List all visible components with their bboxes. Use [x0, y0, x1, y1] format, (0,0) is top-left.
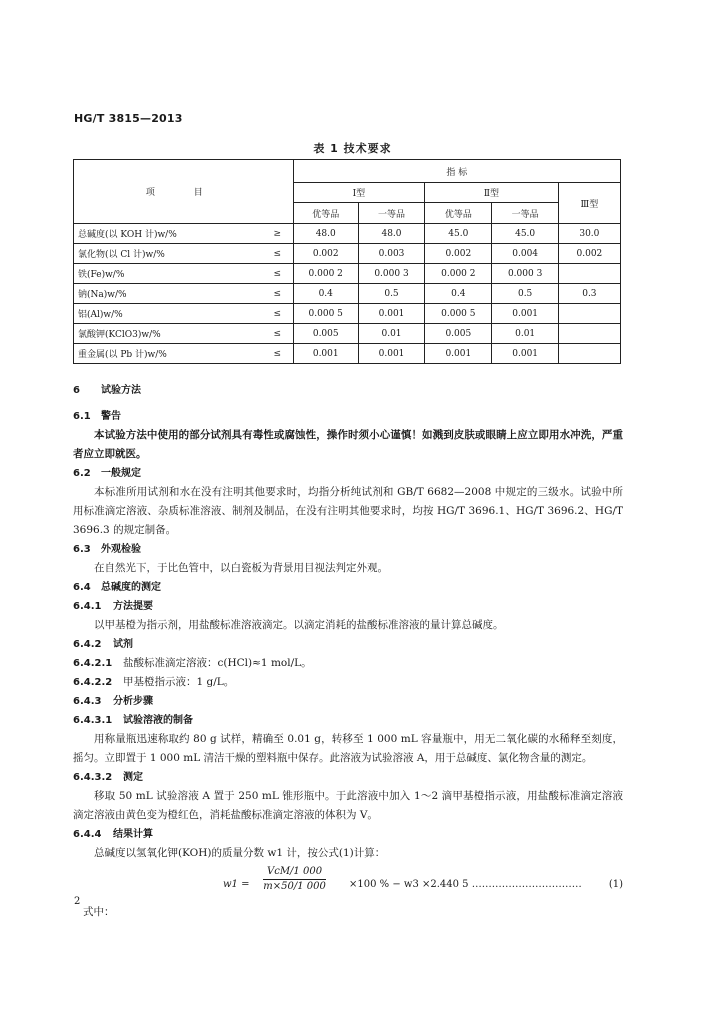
section-title: 分析步骤 [113, 696, 153, 707]
warning-paragraph: 本试验方法中使用的部分试剂具有毒性或腐蚀性，操作时须小心谨慎！如溅到皮肤或眼睛上应立即用水冲洗，严重者应立即就医。 [73, 429, 623, 460]
cell-value: 48.0 [293, 224, 358, 244]
where-label: 式中： [83, 906, 115, 918]
section-number: 6.4.2.1 [73, 658, 113, 669]
formula-1 [73, 865, 623, 899]
section-title: 警告 [101, 411, 121, 422]
section-title: 测定 [123, 772, 143, 783]
cell-value: 0.000 2 [425, 264, 492, 284]
paragraph: 用称量瓶迅速称取约 80 g 试样，精确至 0.01 g，转移至 1 000 mL 容量瓶中，用无二氧化碳的水稀释至刻度，摇匀。立即置于 1 000 mL 清洁干燥的塑料瓶中保存。此溶液为试验溶液 A，用于总碱度、氯化物含量的测定。 [73, 733, 623, 764]
cell-value [558, 344, 620, 364]
section-title: 总碱度的测定 [101, 582, 161, 593]
cell-value: 0.001 [358, 304, 424, 324]
row-item: 铁(Fe)w/% [74, 264, 263, 284]
reagent-item [73, 673, 623, 692]
cell-value: 0.3 [558, 284, 620, 304]
section-heading [73, 768, 623, 787]
section-heading [73, 381, 623, 400]
section-number: 6.4.3.2 [73, 772, 113, 783]
page-number: 2 [74, 896, 81, 907]
section-heading [73, 825, 623, 844]
standard-code-header: HG/T 3815—2013 [74, 112, 183, 125]
section-number: 6.1 [73, 411, 91, 422]
section-number: 6.4.2 [73, 639, 102, 650]
cell-value: 0.000 3 [358, 264, 424, 284]
section-heading [73, 635, 623, 654]
section-heading [73, 711, 623, 730]
paragraph: 总碱度以氢氧化钾(KOH)的质量分数 w1 计，按公式(1)计算： [94, 847, 386, 859]
section-number: 6.4 [73, 582, 91, 593]
cell-value: 0.5 [358, 284, 424, 304]
row-comparator: ≤ [262, 284, 293, 304]
formula-lhs: w1 = [223, 879, 250, 890]
cell-value: 0.002 [425, 244, 492, 264]
cell-value: 48.0 [358, 224, 424, 244]
section-number: 6.4.4 [73, 829, 102, 840]
formula-fraction [263, 865, 326, 894]
header-grade-first: 一等品 [358, 203, 424, 224]
section-number: 6.2 [73, 468, 91, 479]
paragraph: 以甲基橙为指示剂，用盐酸标准溶液滴定。以滴定消耗的盐酸标准溶液的量计算总碱度。 [94, 619, 504, 631]
row-item: 氯酸钾(KClO3)w/% [74, 324, 263, 344]
section-heading [73, 407, 623, 426]
section-title: 试剂 [113, 639, 133, 650]
section-heading [73, 578, 623, 597]
cell-value: 45.0 [492, 224, 558, 244]
cell-value: 30.0 [558, 224, 620, 244]
cell-value: 45.0 [425, 224, 492, 244]
section-number: 6.3 [73, 544, 91, 555]
section-heading [73, 540, 623, 559]
cell-value: 0.005 [425, 324, 492, 344]
technical-requirements-table [73, 159, 621, 364]
cell-value: 0.001 [492, 304, 558, 324]
header-type1: Ⅰ型 [293, 183, 425, 203]
cell-value: 0.001 [492, 344, 558, 364]
paragraph: 在自然光下，于比色管中，以白瓷板为背景用目视法判定外观。 [94, 562, 388, 574]
cell-value: 0.000 2 [293, 264, 358, 284]
cell-value: 0.001 [425, 344, 492, 364]
row-comparator: ≤ [262, 344, 293, 364]
cell-value: 0.002 [293, 244, 358, 264]
section-heading [73, 597, 623, 616]
header-grade-superior: 优等品 [425, 203, 492, 224]
formula-numerator: VcM/1 000 [263, 865, 326, 880]
formula-rest: ×100 % − w3 ×2.440 5 …………………………… [349, 879, 582, 890]
section-number: 6.4.2.2 [73, 677, 113, 688]
row-comparator: ≤ [262, 324, 293, 344]
cell-value: 0.01 [358, 324, 424, 344]
row-item: 氯化物(以 Cl 计)w/% [74, 244, 263, 264]
cell-value [558, 324, 620, 344]
paragraph: 移取 50 mL 试验溶液 A 置于 250 mL 锥形瓶中。于此溶液中加入 1～2 滴甲基橙指示液，用盐酸标准滴定溶液滴定溶液由黄色变为橙红色，消耗盐酸标准滴定溶液的体积为 V。 [73, 790, 623, 821]
header-indicators: 指 标 [293, 160, 620, 183]
row-comparator: ≥ [262, 224, 293, 244]
section-number: 6.4.3.1 [73, 715, 113, 726]
cell-value: 0.004 [492, 244, 558, 264]
table-row [74, 344, 621, 364]
table-row [74, 224, 621, 244]
section-number: 6.4.1 [73, 601, 102, 612]
cell-value: 0.4 [425, 284, 492, 304]
section-heading [73, 692, 623, 711]
header-type3: Ⅲ型 [558, 183, 620, 224]
table-title: 表 1 技术要求 [313, 142, 392, 155]
section-title: 方法提要 [113, 601, 153, 612]
reagent-item [73, 654, 623, 673]
header-item: 项 目 [74, 160, 294, 224]
cell-value: 0.000 5 [293, 304, 358, 324]
table-row [74, 264, 621, 284]
cell-value [558, 304, 620, 324]
section-title: 试验溶液的制备 [123, 715, 193, 726]
cell-value: 0.002 [558, 244, 620, 264]
cell-value: 0.001 [358, 344, 424, 364]
section-heading [73, 464, 623, 483]
header-grade-first: 一等品 [492, 203, 558, 224]
paragraph: 本标准所用试剂和水在没有注明其他要求时，均指分析纯试剂和 GB/T 6682—2008 中规定的三级水。试验中所用标准滴定溶液、杂质标准溶液、制剂及制品，在没有注明其他要求时，均按 HG/T 3696.1、HG/T 3696.2、HG/T 3696.3 的规定制备。 [73, 486, 623, 536]
header-grade-superior: 优等品 [293, 203, 358, 224]
cell-value: 0.01 [492, 324, 558, 344]
reagent-text: 甲基橙指示液：1 g/L。 [123, 676, 235, 688]
table-header-row [74, 160, 621, 183]
row-comparator: ≤ [262, 264, 293, 284]
cell-value [558, 264, 620, 284]
section-number: 6 [73, 385, 80, 396]
section-title: 试验方法 [101, 385, 141, 396]
row-comparator: ≤ [262, 304, 293, 324]
document-body [73, 381, 623, 922]
row-item: 铝(Al)w/% [74, 304, 263, 324]
row-item: 钠(Na)w/% [74, 284, 263, 304]
cell-value: 0.001 [293, 344, 358, 364]
section-title: 一般规定 [101, 468, 141, 479]
row-item: 重金属(以 Pb 计)w/% [74, 344, 263, 364]
section-number: 6.4.3 [73, 696, 102, 707]
cell-value: 0.003 [358, 244, 424, 264]
header-type2: Ⅱ型 [425, 183, 559, 203]
cell-value: 0.000 3 [492, 264, 558, 284]
row-item: 总碱度(以 KOH 计)w/% [74, 224, 263, 244]
cell-value: 0.5 [492, 284, 558, 304]
table-row [74, 304, 621, 324]
cell-value: 0.005 [293, 324, 358, 344]
cell-value: 0.000 5 [425, 304, 492, 324]
equation-number: (1) [608, 879, 623, 890]
row-comparator: ≤ [262, 244, 293, 264]
table-row [74, 244, 621, 264]
formula-denominator: m×50/1 000 [263, 881, 326, 892]
section-title: 外观检验 [101, 544, 141, 555]
table-row [74, 324, 621, 344]
reagent-text: 盐酸标准滴定溶液：c(HCl)≈1 mol/L。 [123, 657, 312, 669]
table-row [74, 284, 621, 304]
cell-value: 0.4 [293, 284, 358, 304]
section-title: 结果计算 [113, 829, 153, 840]
